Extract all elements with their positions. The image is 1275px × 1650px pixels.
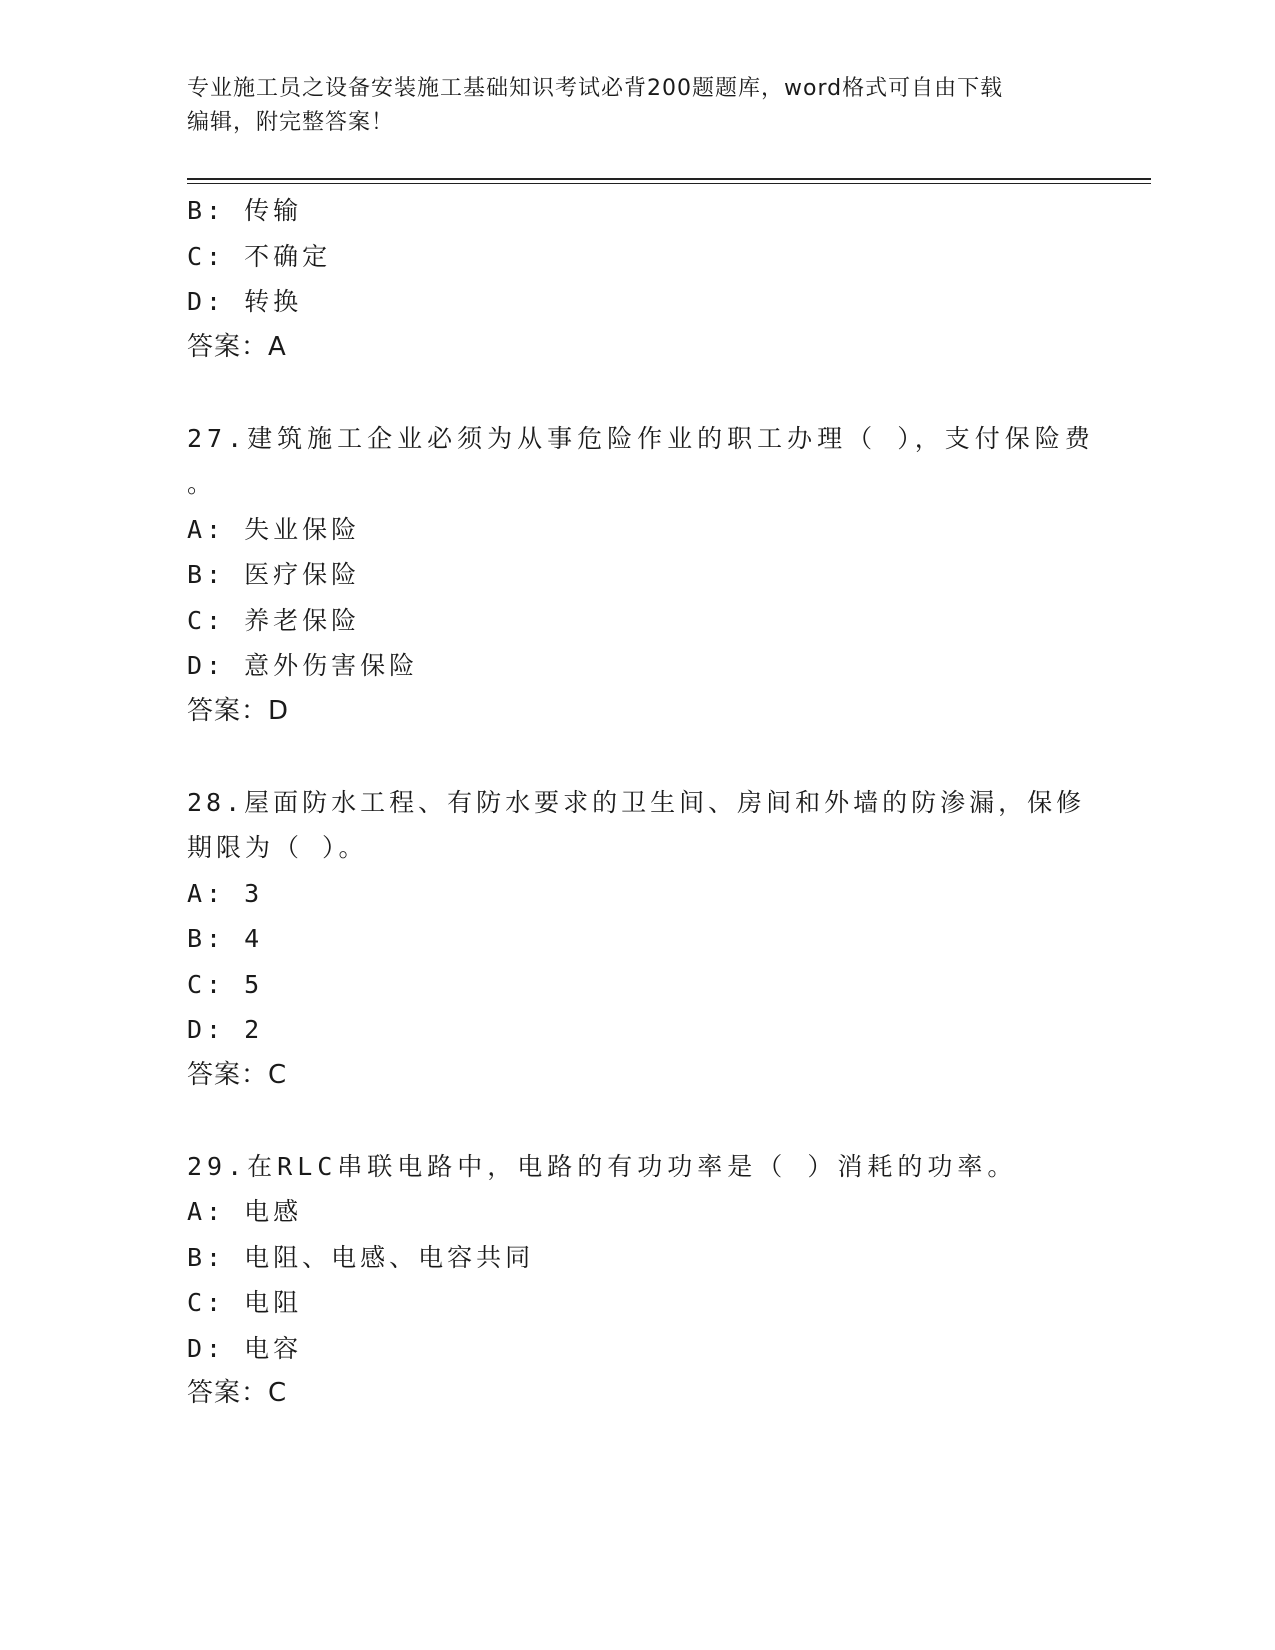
answer-line: 答案：C [187,1059,288,1090]
option-b: B: 医疗保险 [187,560,361,589]
option-b: B: 传输 [187,196,303,225]
option-c: C: 养老保险 [187,605,361,635]
option-c: C: 5 [187,969,264,999]
answer-line: 答案：C [187,1378,288,1408]
option-b: B: 4 [187,924,264,953]
option-b: B: 电阻、电感、电容共同 [187,1242,535,1272]
question-stem: 29.在RLC串联电路中，电路的有功功率是（ ）消耗的功率。 [187,1151,1018,1181]
question-28 [187,780,1087,1099]
option-d: D: 电容 [187,1333,303,1363]
question-26-continuation [187,188,1087,370]
option-a: A: 3 [187,878,264,908]
option-c: C: 电阻 [187,1288,303,1317]
answer-line: 答案：D [187,695,290,726]
option-c: C: 不确定 [187,241,332,271]
question-27 [187,416,1095,735]
option-d: D: 意外伤害保险 [187,651,419,680]
question-stem: 28.屋面防水工程、有防水要求的卫生间、房间和外墙的防渗漏，保修 [187,787,1086,817]
option-a: A: 电感 [187,1197,303,1226]
header-divider-thick [187,178,1151,180]
answer-line: 答案：A [187,331,287,362]
spacer [187,370,1087,416]
question-29 [187,1144,1087,1417]
question-stem-continuation: 。 [187,469,217,498]
document-header [187,72,1067,140]
spacer [187,734,1087,780]
question-stem-continuation: 期限为（ ）。 [187,833,368,862]
option-d: D: 2 [187,1015,264,1044]
option-d: D: 转换 [187,287,303,316]
question-stem: 27.建筑施工企业必须为从事危险作业的职工办理（ ），支付保险费 [187,423,1095,453]
header-divider-thin [187,183,1151,184]
header-title-line-1: 专业施工员之设备安装施工基础知识考试必背200题题库，word格式可自由下载 [187,76,1004,101]
question-list [187,188,1095,1417]
spacer [187,1098,1087,1144]
header-title-line-2: 编辑，附完整答案！ [187,110,395,135]
option-a: A: 失业保险 [187,514,361,544]
